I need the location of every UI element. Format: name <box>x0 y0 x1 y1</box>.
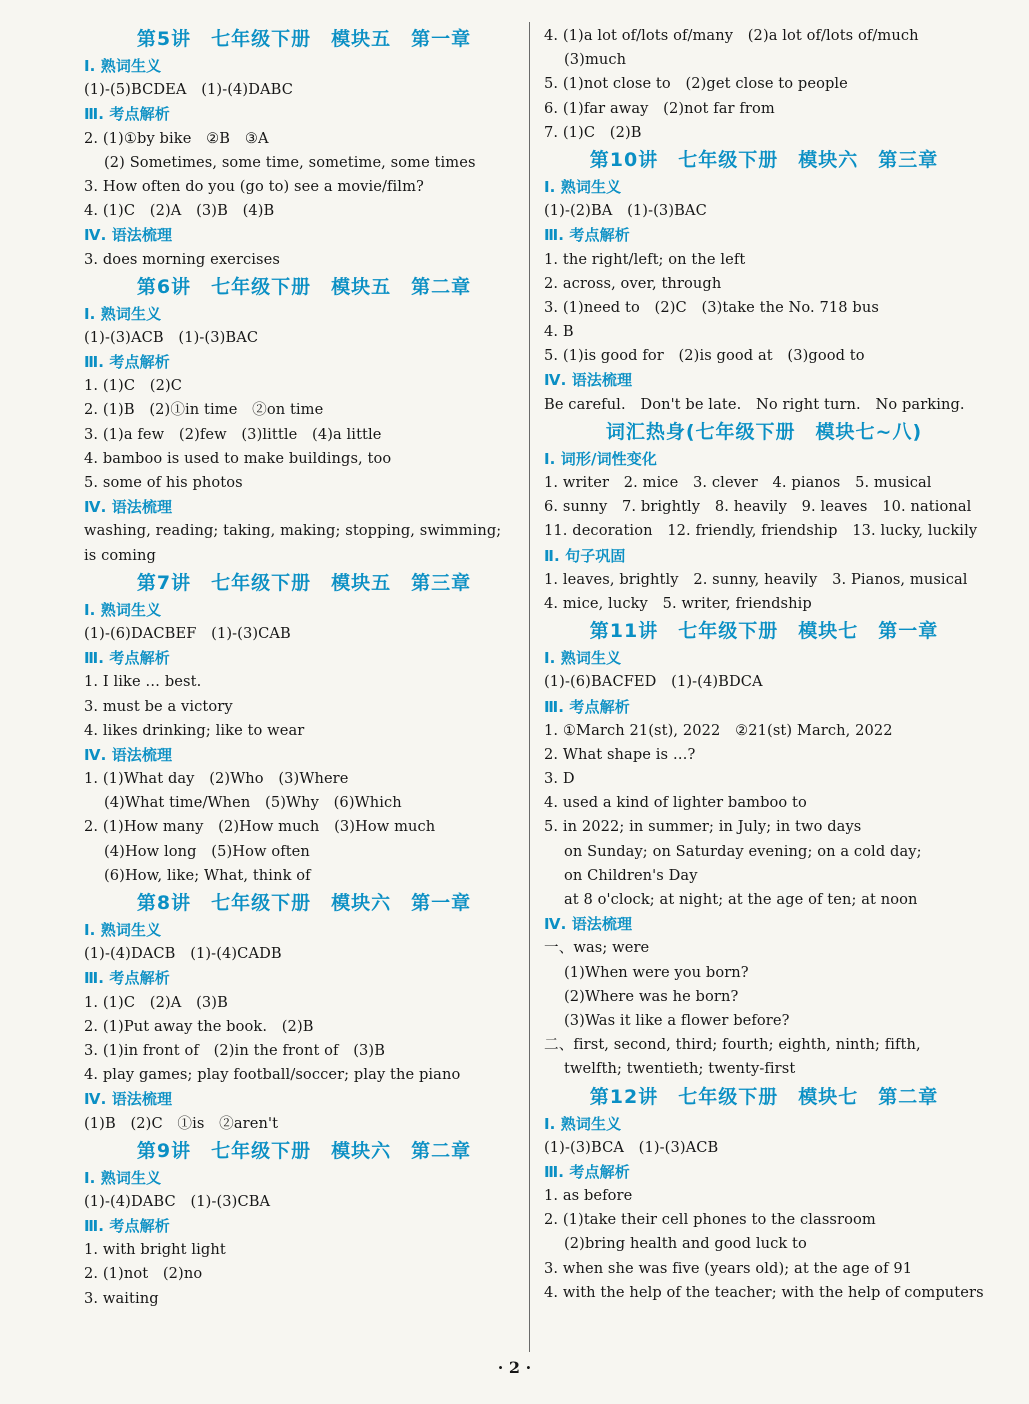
lesson-title: 词汇热身(七年级下册 模块七~八) <box>605 420 923 443</box>
answer-line: 5. (1)is good for (2)is good at (3)good to <box>544 347 865 365</box>
section-heading: Ⅲ. 考点解析 <box>84 353 170 372</box>
lesson-title: 第9讲 七年级下册 模块六 第二章 <box>136 1139 472 1162</box>
left-column <box>84 24 524 1311</box>
answer-line: 4. likes drinking; like to wear <box>84 721 305 739</box>
answer-line: 1. (1)What day (2)Who (3)Where <box>84 770 349 788</box>
answer-line: 2. What shape is …? <box>544 745 696 763</box>
answer-line: is coming <box>84 546 156 564</box>
answer-line: 2. (1)Put away the book. (2)B <box>84 1017 314 1035</box>
lesson-title: 第11讲 七年级下册 模块七 第一章 <box>589 620 939 643</box>
answer-line: washing, reading; taking, making; stopping, swimming; <box>84 522 502 540</box>
section-heading: Ⅰ. 熟词生义 <box>544 177 622 196</box>
answer-line: 5. in 2022; in summer; in July; in two days <box>544 818 862 836</box>
section-heading: Ⅲ. 考点解析 <box>84 105 170 124</box>
lesson-title: 第7讲 七年级下册 模块五 第三章 <box>136 571 472 594</box>
answer-line: 2. (1)not (2)no <box>84 1265 203 1283</box>
answer-line-indented: twelfth; twentieth; twenty-first <box>564 1060 796 1078</box>
section-heading: Ⅲ. 考点解析 <box>544 697 630 716</box>
answer-line: 4. bamboo is used to make buildings, too <box>84 449 392 467</box>
lesson-title: 第12讲 七年级下册 模块七 第二章 <box>589 1085 939 1108</box>
section-heading: Ⅲ. 考点解析 <box>544 1162 630 1181</box>
answer-line: 2. (1)take their cell phones to the classroom <box>544 1211 876 1229</box>
answer-line: 2. (1)①by bike ②B ③A <box>84 129 269 147</box>
section-heading: Ⅰ. 词形/词性变化 <box>544 449 657 468</box>
lesson-title: 第8讲 七年级下册 模块六 第一章 <box>136 892 472 914</box>
answer-line: 4. (1)C (2)A (3)B (4)B <box>84 202 275 220</box>
answer-line: Be careful. Don't be late. No right turn. No parking. <box>544 395 965 413</box>
answer-line: (1)-(4)DACB (1)-(4)CADB <box>84 945 282 963</box>
lesson-title: 第10讲 七年级下册 模块六 第三章 <box>589 148 939 171</box>
lesson-title: 第6讲 七年级下册 模块五 第二章 <box>136 275 472 298</box>
answer-line: 4. B <box>544 323 574 341</box>
answer-line: 1. (1)C (2)C <box>84 377 183 395</box>
answer-line: 一、was; were <box>544 939 650 957</box>
answer-line: 2. (1)B (2)①in time ②on time <box>84 401 324 419</box>
right-column <box>544 24 984 1305</box>
answer-line: 5. some of his photos <box>84 474 243 491</box>
answer-line: 1. the right/left; on the left <box>544 250 746 268</box>
answer-line: (1)-(5)BCDEA (1)-(4)DABC <box>84 81 294 99</box>
page-number: · 2 · <box>497 1358 532 1377</box>
section-heading: Ⅳ. 语法梳理 <box>84 1090 173 1109</box>
answer-line-indented: (3)Was it like a flower before? <box>564 1011 790 1029</box>
section-heading: Ⅳ. 语法梳理 <box>84 226 173 245</box>
answer-line: (1)-(4)DABC (1)-(3)CBA <box>84 1192 271 1210</box>
answer-line: 1. ①March 21(st), 2022 ②21(st) March, 2022 <box>544 721 893 739</box>
answer-line: 4. with the help of the teacher; with the help of computers <box>544 1283 984 1301</box>
answer-line: 6. (1)far away (2)not far from <box>544 99 775 117</box>
answer-line: 1. with bright light <box>84 1241 226 1259</box>
answer-line-indented: (3)much <box>564 51 627 69</box>
answer-line: 3. (1)a few (2)few (3)little (4)a little <box>84 425 382 443</box>
answer-line: 3. How often do you (go to) see a movie/film? <box>84 177 424 195</box>
answer-line-indented: (2)Where was he born? <box>564 987 739 1005</box>
answer-line: 5. (1)not close to (2)get close to people <box>544 75 848 93</box>
answer-line: 1. as before <box>544 1187 633 1205</box>
section-heading: Ⅰ. 熟词生义 <box>84 304 162 323</box>
answer-line-indented: (4)How long (5)How often <box>104 842 310 860</box>
section-heading: Ⅰ. 熟词生义 <box>84 1168 162 1187</box>
section-heading: Ⅰ. 熟词生义 <box>84 921 162 939</box>
answer-line: 2. across, over, through <box>544 274 722 292</box>
answer-line: 4. mice, lucky 5. writer, friendship <box>544 594 812 612</box>
answer-line: 1. I like … best. <box>84 673 202 691</box>
section-heading: Ⅳ. 语法梳理 <box>84 498 173 517</box>
answer-line: 2. (1)How many (2)How much (3)How much <box>84 818 436 836</box>
answer-line-indented: (4)What time/When (5)Why (6)Which <box>104 794 402 812</box>
answer-line-indented: on Children's Day <box>564 866 698 884</box>
answer-line-indented: (1)When were you born? <box>564 963 749 981</box>
answer-line: 4. play games; play football/soccer; play the piano <box>84 1066 461 1084</box>
answer-line: 4. used a kind of lighter bamboo to <box>544 794 807 812</box>
answer-line-indented: (6)How, like; What, think of <box>104 866 311 884</box>
answer-line-indented: (2) Sometimes, some time, sometime, some times <box>104 153 476 171</box>
answer-line: 3. does morning exercises <box>84 250 280 268</box>
section-heading: Ⅳ. 语法梳理 <box>544 915 633 934</box>
answer-line: (1)-(3)BCA (1)-(3)ACB <box>544 1138 719 1156</box>
answer-line: 11. decoration 12. friendly, friendship 13. lucky, luckily <box>544 522 978 540</box>
section-heading: Ⅰ. 熟词生义 <box>544 649 622 668</box>
answer-line: 3. waiting <box>84 1289 159 1307</box>
section-heading: Ⅳ. 语法梳理 <box>544 371 633 390</box>
answer-line: 3. (1)in front of (2)in the front of (3)B <box>84 1041 386 1059</box>
section-heading: Ⅲ. 考点解析 <box>84 1217 170 1236</box>
answer-line: 二、first, second, third; fourth; eighth, ninth; fifth, <box>544 1036 921 1054</box>
answer-line: 3. must be a victory <box>84 697 233 715</box>
section-heading: Ⅰ. 熟词生义 <box>84 600 162 619</box>
answer-line-indented: (2)bring health and good luck to <box>564 1235 807 1253</box>
answer-line: 1. leaves, brightly 2. sunny, heavily 3. Pianos, musical <box>544 570 968 588</box>
answer-line-indented: at 8 o'clock; at night; at the age of ten; at noon <box>564 891 918 908</box>
answer-line: 6. sunny 7. brightly 8. heavily 9. leaves 10. national <box>544 498 972 516</box>
section-heading: Ⅱ. 句子巩固 <box>544 546 626 565</box>
answer-line: 1. (1)C (2)A (3)B <box>84 993 228 1011</box>
answer-line: 4. (1)a lot of/lots of/many (2)a lot of/lots of/much <box>544 27 919 44</box>
section-heading: Ⅲ. 考点解析 <box>84 649 170 668</box>
section-heading: Ⅰ. 熟词生义 <box>84 57 162 75</box>
answer-line: (1)B (2)C ①is ②aren't <box>84 1114 279 1132</box>
answer-line: (1)-(6)BACFED (1)-(4)BDCA <box>544 673 763 691</box>
answer-line: 3. when she was five (years old); at the age of 91 <box>544 1259 913 1277</box>
answer-line: (1)-(3)ACB (1)-(3)BAC <box>84 328 259 346</box>
answer-line: 3. D <box>544 770 575 788</box>
section-heading: Ⅳ. 语法梳理 <box>84 745 173 764</box>
answer-line: (1)-(6)DACBEF (1)-(3)CAB <box>84 624 291 642</box>
column-divider <box>529 22 530 1352</box>
answer-line-indented: on Sunday; on Saturday evening; on a cold day; <box>564 842 922 860</box>
section-heading: Ⅲ. 考点解析 <box>84 969 170 988</box>
answer-line: (1)-(2)BA (1)-(3)BAC <box>544 202 707 220</box>
answer-line: 1. writer 2. mice 3. clever 4. pianos 5. musical <box>544 474 932 491</box>
lesson-title: 第5讲 七年级下册 模块五 第一章 <box>136 28 472 50</box>
answer-line: 3. (1)need to (2)C (3)take the No. 718 bus <box>544 298 879 316</box>
section-heading: Ⅲ. 考点解析 <box>544 226 630 245</box>
answer-line: 7. (1)C (2)B <box>544 123 642 141</box>
section-heading: Ⅰ. 熟词生义 <box>544 1114 622 1133</box>
